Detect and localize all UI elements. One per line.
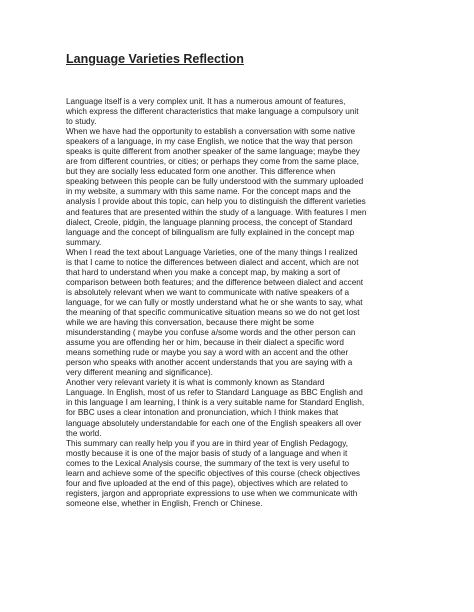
body-text-line: Another very relevant variety it is what is commonly known as Standard bbox=[66, 378, 325, 388]
body-text-line: When we have had the opportunity to establish a conversation with some native bbox=[66, 127, 356, 137]
body-text-line: someone else, whether in English, French or Chinese. bbox=[66, 498, 263, 508]
body-text-line: and features that are presented within the study of a language. With features I men bbox=[66, 207, 367, 217]
body-text-line: speaks is quite different from another speaker of the same language; maybe they bbox=[66, 147, 360, 157]
body-text-line: that hard to understand when you make a concept map, by making a sort of bbox=[66, 267, 340, 277]
body-text-line: for BBC uses a clear intonation and pronunciation, which I think makes that bbox=[66, 408, 339, 418]
body-text-line: language and the concept of bilingualism are fully explained in the concept map bbox=[66, 227, 355, 237]
body-text-line: dialect, Creole, pidgin, the language planning process, the concept of Standard bbox=[66, 217, 353, 227]
body-text-line: assume you are offending her or him, because in their dialect a specific word bbox=[66, 338, 344, 348]
body-text-line: Language itself is a very complex unit. It has a numerous amount of features, bbox=[66, 97, 346, 106]
body-text-line: This summary can really help you if you are in third year of English Pedagogy, bbox=[66, 438, 349, 448]
document-body bbox=[66, 97, 418, 509]
body-text-line: in this language I am learning, I think is a very suitable name for Standard English, bbox=[66, 398, 365, 408]
body-text-line: person who speaks with another accent understands that you are saying with a bbox=[66, 358, 353, 368]
body-text-line: misunderstanding ( maybe you confuse a/some words and the other person can bbox=[66, 328, 356, 338]
body-text-line: language absolutely understandable for each one of the English speakers all over bbox=[66, 418, 362, 428]
body-text-line: but they are socially less educated form one another. This difference when bbox=[66, 167, 336, 177]
document-title: Language Varieties Reflection bbox=[66, 52, 244, 66]
body-text-line: the world. bbox=[66, 428, 102, 438]
body-text-line: learn and achieve some of the specific objectives of this course (check objectives bbox=[66, 468, 360, 478]
body-text-line: in my website, a summary with this same name. For the concept maps and the bbox=[66, 187, 351, 197]
body-text-line: speakers of a language, in my case English, we notice that the way that person bbox=[66, 137, 353, 147]
body-text-line: is that I came to notice the differences between dialect and accent, which are not bbox=[66, 257, 359, 267]
body-text-line: very different meaning and significance). bbox=[66, 368, 213, 378]
body-text-line: language, for we can fully or mostly understand what he or she wants to say, what bbox=[66, 297, 363, 307]
body-text-line: four and five uploaded at the end of this page), objectives which are related to bbox=[66, 478, 348, 488]
body-text-line: which express the different characteristics that make language a compulsory unit bbox=[66, 107, 359, 117]
body-text-line: while we are having this conversation, because there might be some bbox=[66, 318, 315, 328]
body-text-line: comes to the Lexical Analysis course, the summary of the text is very useful to bbox=[66, 458, 350, 468]
body-text-line: registers, jargon and appropriate expressions to use when we communicate with bbox=[66, 488, 358, 498]
body-text-line: speaking between this people can be fully understood with the summary uploaded bbox=[66, 177, 364, 187]
body-text-line: are from different countries, or cities; or perhaps they come from the same place, bbox=[66, 157, 359, 167]
body-text-line: the meaning of that specific communicative situation means so we do not get lost bbox=[66, 307, 360, 317]
body-text-line: When I read the text about Language Varieties, one of the many things I realized bbox=[66, 247, 358, 257]
body-text-line: Language. In English, most of us refer to Standard Language as BBC English and bbox=[66, 388, 363, 398]
body-text-line: summary. bbox=[66, 237, 102, 247]
body-text-line: is absolutely relevant when we want to communicate with native speakers of a bbox=[66, 287, 350, 297]
body-text-line: means something rude or maybe you say a word with an accent and the other bbox=[66, 348, 349, 358]
body-text-line: comparison between both features; and the difference between dialect and accent bbox=[66, 277, 364, 287]
body-text-line: to study. bbox=[66, 117, 97, 127]
body-text-line: analysis I provide about this topic, can help you to distinguish the different varieties bbox=[66, 197, 366, 207]
body-text-line: mostly because it is one of the major basis of study of a language and when it bbox=[66, 448, 348, 458]
